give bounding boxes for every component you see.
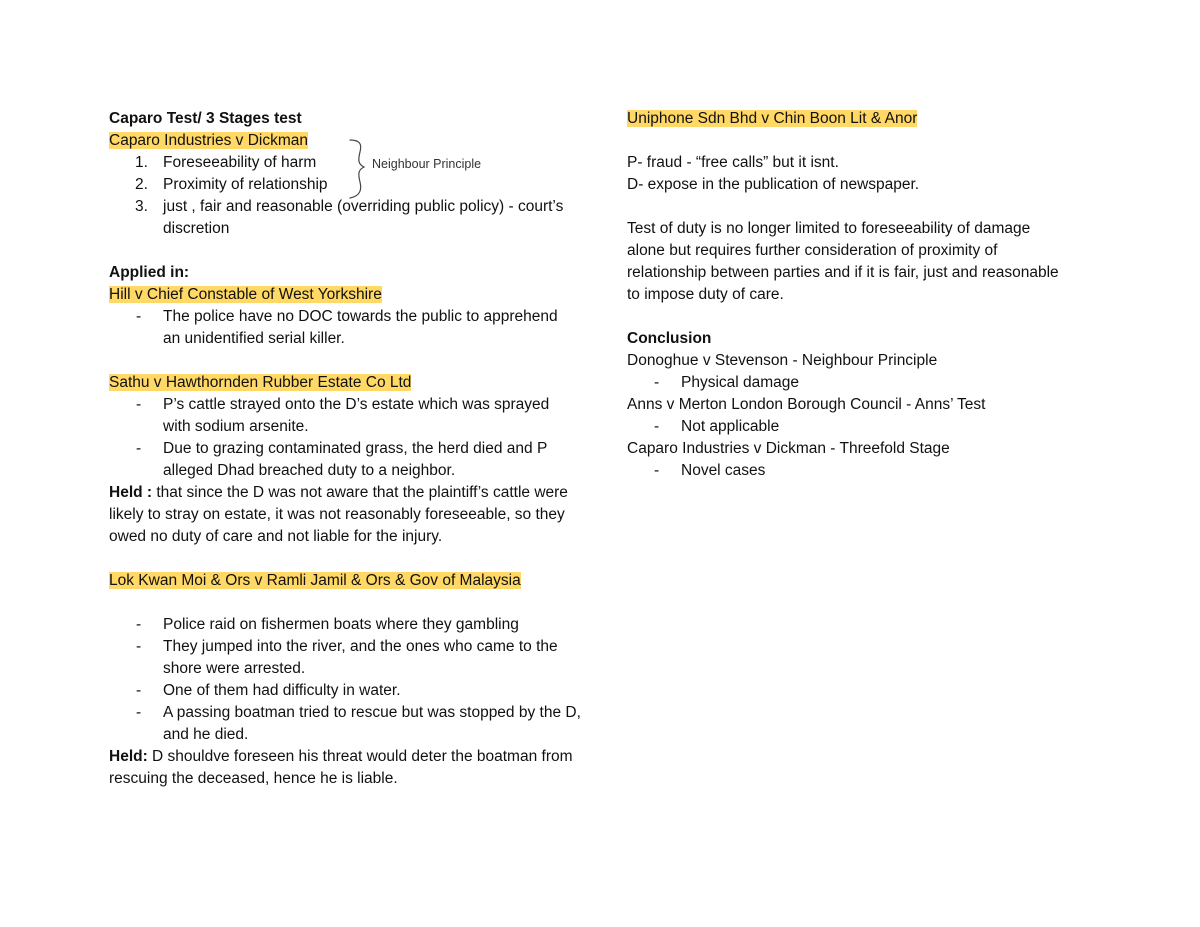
list-item-text: The police have no DOC towards the public to apprehend an unidentified serial killer. bbox=[163, 308, 558, 347]
list-item-text: P’s cattle strayed onto the D’s estate which was sprayed with sodium arsenite. bbox=[163, 396, 550, 435]
dash-bullet: - bbox=[654, 462, 660, 479]
list-item-text: Physical damage bbox=[681, 374, 800, 391]
dash-bullet: - bbox=[136, 616, 142, 633]
dash-bullet: - bbox=[136, 704, 142, 721]
list-item bbox=[627, 372, 1077, 394]
dash-bullet: - bbox=[136, 440, 142, 457]
test-paragraph: Test of duty is no longer limited to foreseeability of damage alone but requires further consideration of proximity of relationship between parties and if it is fair, just and reasonable to impose duty of care. bbox=[627, 220, 1059, 303]
list-item-text: A passing boatman tried to rescue but was stopped by the D, and he died. bbox=[163, 704, 581, 743]
stage-number: 2. bbox=[135, 176, 148, 193]
lok-held bbox=[109, 746, 579, 790]
dash-bullet: - bbox=[654, 418, 660, 435]
list-item bbox=[109, 614, 583, 636]
applied-in-label: Applied in: bbox=[109, 264, 190, 281]
stage-item bbox=[109, 174, 579, 196]
list-item-text: Not applicable bbox=[681, 418, 780, 435]
neighbour-principle-label: Neighbour Principle bbox=[372, 157, 482, 171]
held-text: that since the D was not aware that the plaintiff’s cattle were likely to stray on estate, it was not reasonably foreseeable, so they owed no duty of care and not liable for the injury. bbox=[109, 484, 568, 545]
stage-text: Foreseeability of harm bbox=[163, 154, 317, 171]
caparo-case-title: Caparo Industries v Dickman bbox=[109, 132, 308, 149]
stage-text: Proximity of relationship bbox=[163, 176, 328, 193]
d-line: D- expose in the publication of newspaper. bbox=[627, 176, 920, 193]
held-text: D shouldve foreseen his threat would deter the boatman from rescuing the deceased, hence he is liable. bbox=[109, 748, 573, 787]
sathu-case-title: Sathu v Hawthornden Rubber Estate Co Ltd bbox=[109, 374, 412, 391]
stage-item bbox=[109, 196, 579, 240]
list-item bbox=[109, 636, 583, 680]
list-item bbox=[109, 306, 573, 350]
list-item-text: Due to grazing contaminated grass, the herd died and P alleged Dhad breached duty to a neighbor. bbox=[163, 440, 548, 479]
list-item-text: Novel cases bbox=[681, 462, 766, 479]
uniphone-case-title: Uniphone Sdn Bhd v Chin Boon Lit & Anor bbox=[627, 110, 918, 127]
list-item bbox=[109, 680, 583, 702]
stage-item bbox=[109, 152, 579, 174]
caparo-heading: Caparo Test/ 3 Stages test bbox=[109, 110, 302, 127]
list-item bbox=[109, 394, 573, 438]
list-item bbox=[109, 438, 583, 482]
dash-bullet: - bbox=[654, 374, 660, 391]
conclusion-case: Caparo Industries v Dickman - Threefold Stage bbox=[627, 440, 950, 457]
brace-icon bbox=[346, 138, 370, 205]
list-item-text: Police raid on fishermen boats where they gambling bbox=[163, 616, 519, 633]
dash-bullet: - bbox=[136, 308, 142, 325]
left-column bbox=[109, 108, 579, 790]
conclusion-case: Donoghue v Stevenson - Neighbour Principle bbox=[627, 352, 938, 369]
list-item bbox=[627, 460, 1077, 482]
list-item bbox=[627, 416, 1077, 438]
list-item bbox=[109, 702, 583, 746]
stage-text: just , fair and reasonable (overriding public policy) - court’s discretion bbox=[163, 198, 564, 237]
list-item-text: They jumped into the river, and the ones who came to the shore were arrested. bbox=[163, 638, 558, 677]
held-label: Held : bbox=[109, 484, 153, 501]
dash-bullet: - bbox=[136, 638, 142, 655]
dash-bullet: - bbox=[136, 682, 142, 699]
right-column bbox=[627, 108, 1077, 482]
hill-case-title: Hill v Chief Constable of West Yorkshire bbox=[109, 286, 382, 303]
held-label: Held: bbox=[109, 748, 148, 765]
list-item-text: One of them had difficulty in water. bbox=[163, 682, 401, 699]
dash-bullet: - bbox=[136, 396, 142, 413]
stage-number: 1. bbox=[135, 154, 148, 171]
sathu-held bbox=[109, 482, 571, 548]
stage-number: 3. bbox=[135, 198, 148, 215]
conclusion-heading: Conclusion bbox=[627, 330, 712, 347]
conclusion-case: Anns v Merton London Borough Council - Anns’ Test bbox=[627, 396, 986, 413]
lok-case-title: Lok Kwan Moi & Ors v Ramli Jamil & Ors & Gov of Malaysia bbox=[109, 572, 521, 589]
p-line: P- fraud - “free calls” but it isnt. bbox=[627, 154, 839, 171]
